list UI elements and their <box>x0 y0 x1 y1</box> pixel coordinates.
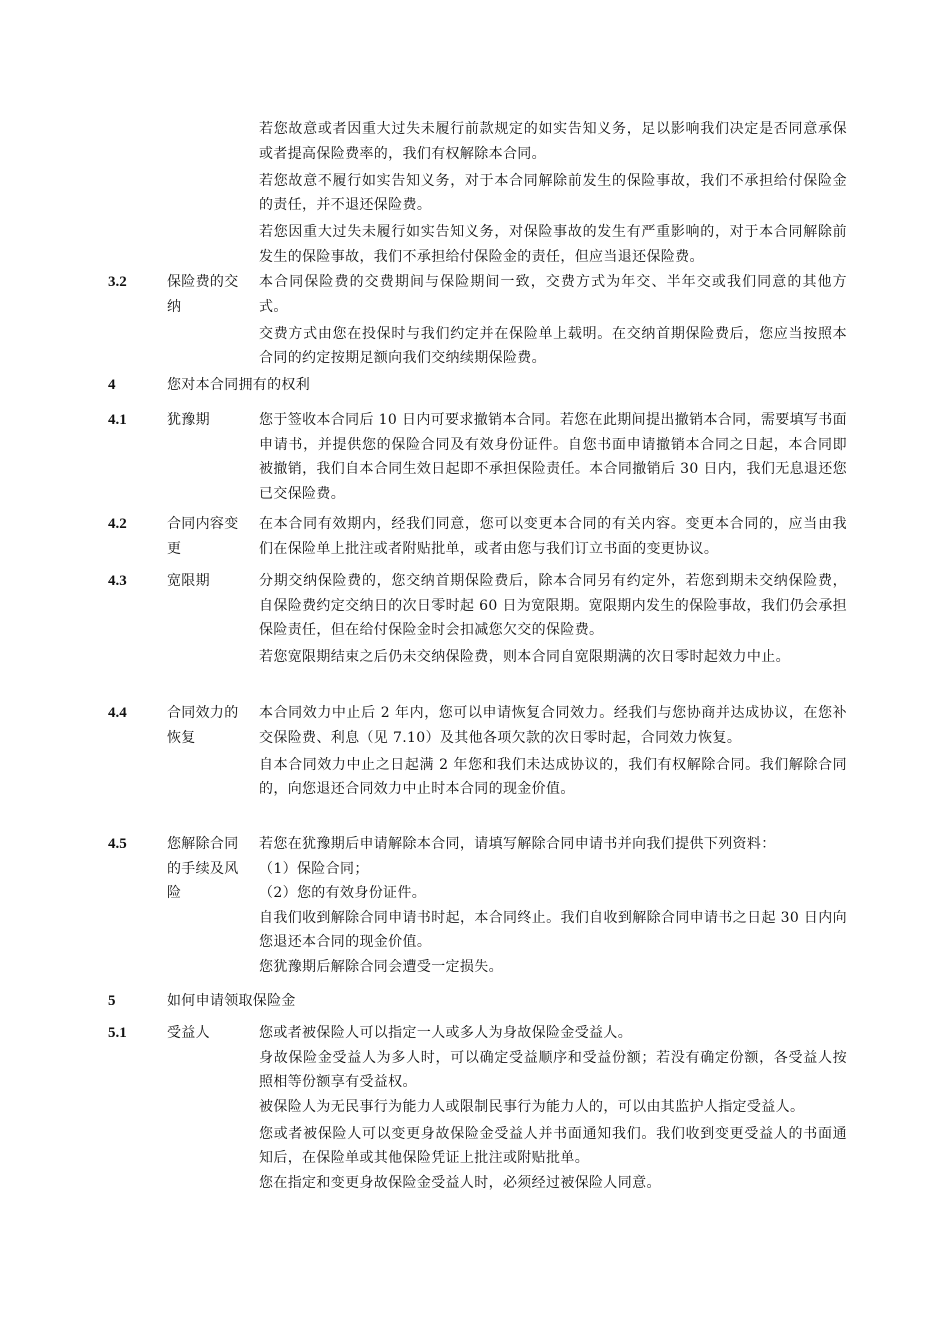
clause-title: 保险费的交纳 <box>167 274 239 315</box>
clause-paragraph: 若您故意不履行如实告知义务，对于本合同解除前发生的保险事故，我们不承担给付保险金的责任，并不退还保险费。 <box>259 172 847 213</box>
clause-number: 4.1 <box>108 412 127 428</box>
clause-title: 宽限期 <box>167 573 210 589</box>
clause-body <box>259 408 847 506</box>
section-number: 5 <box>108 993 116 1009</box>
clause-paragraph: 若您宽限期结束之后仍未交纳保险费，则本合同自宽限期满的次日零时起效力中止。 <box>259 649 790 665</box>
section-title: 您对本合同拥有的权利 <box>167 377 310 393</box>
section-title: 如何申请领取保险金 <box>167 993 296 1009</box>
clause-number: 4.2 <box>108 516 127 532</box>
clause-paragraph: 您犹豫期后解除合同会遭受一定损失。 <box>259 958 503 975</box>
section-number: 4 <box>108 377 116 393</box>
clause-paragraph: 本合同保险费的交费期间与保险期间一致，交费方式为年交、半年交或我们同意的其他方式。 <box>259 274 847 315</box>
clause-number: 3.2 <box>108 274 127 290</box>
clause-body <box>259 270 847 371</box>
clause-paragraph: 本合同效力中止后 2 年内，您可以申请恢复合同效力。经我们与您协商并达成协议，在您补交保险费、利息（见 7.10）及其他各项欠款的次日零时起，合同效力恢复。 <box>259 705 847 746</box>
clause-body <box>259 117 847 269</box>
clause-paragraph: 被保险人为无民事行为能力人或限制民事行为能力人的，可以由其监护人指定受益人。 <box>259 1098 805 1115</box>
clause-paragraph: 若您在犹豫期后申请解除本合同，请填写解除合同申请书并向我们提供下列资料： <box>259 836 776 852</box>
clause-paragraph: 若您因重大过失未履行如实告知义务，对保险事故的发生有严重影响的，对于本合同解除前发生的保险事故，我们不承担给付保险金的责任，但应当退还保险费。 <box>259 224 847 265</box>
clause-body <box>259 569 847 670</box>
clause-body <box>259 701 847 802</box>
clause-number: 4.3 <box>108 573 127 589</box>
clause-title: 合同效力的恢复 <box>167 705 239 746</box>
clause-body <box>259 512 847 561</box>
clause-paragraph: 在本合同有效期内，经我们同意，您可以变更本合同的有关内容。变更本合同的，应当由我们在保险单上批注或者附贴批单，或者由您与我们订立书面的变更协议。 <box>259 516 847 557</box>
clause-body <box>259 1021 847 1195</box>
clause-paragraph: 身故保险金受益人为多人时，可以确定受益顺序和受益份额；若没有确定份额，各受益人按照相等份额享有受益权。 <box>259 1049 847 1090</box>
clause-paragraph: 若您故意或者因重大过失未履行前款规定的如实告知义务，足以影响我们决定是否同意承保或者提高保险费率的，我们有权解除本合同。 <box>259 121 847 162</box>
clause-paragraph: 自我们收到解除合同申请书时起，本合同终止。我们自收到解除合同申请书之日起 30 日内向您退还本合同的现金价值。 <box>259 909 847 950</box>
clause-title: 您解除合同的手续及风险 <box>167 836 239 901</box>
clause-number: 4.4 <box>108 705 127 721</box>
clause-title: 犹豫期 <box>167 412 210 428</box>
clause-list-item: （1）保险合同； <box>259 860 369 877</box>
clause-paragraph: 您或者被保险人可以变更身故保险金受益人并书面通知我们。我们收到变更受益人的书面通知后，在保险单或其他保险凭证上批注或附贴批单。 <box>259 1125 847 1166</box>
clause-paragraph: 交费方式由您在投保时与我们约定并在保险单上载明。在交纳首期保险费后，您应当按照本合同的约定按期足额向我们交纳续期保险费。 <box>259 325 847 366</box>
clause-title: 合同内容变更 <box>167 516 239 557</box>
clause-paragraph: 自本合同效力中止之日起满 2 年您和我们未达成协议的，我们有权解除合同。我们解除合同的，向您退还合同效力中止时本合同的现金价值。 <box>259 756 847 797</box>
clause-paragraph: 您或者被保险人可以指定一人或多人为身故保险金受益人。 <box>259 1025 633 1041</box>
clause-number: 5.1 <box>108 1025 127 1041</box>
clause-body <box>259 832 847 979</box>
clause-paragraph: 您在指定和变更身故保险金受益人时，必须经过被保险人同意。 <box>259 1174 661 1191</box>
clause-paragraph: 分期交纳保险费的，您交纳首期保险费后，除本合同另有约定外，若您到期未交纳保险费，自保险费约定交纳日的次日零时起 60 日为宽限期。宽限期内发生的保险事故，我们仍会承担保险责任，但在给付保险金时会扣减您欠交的保险费。 <box>259 573 847 638</box>
clause-paragraph: 您于签收本合同后 10 日内可要求撤销本合同。若您在此期间提出撤销本合同，需要填写书面申请书，并提供您的保险合同及有效身份证件。自您书面申请撤销本合同之日起，本合同即被撤销，我们自本合同生效日起即不承担保险责任。本合同撤销后 30 日内，我们无息退还您已交保险费。 <box>259 412 847 502</box>
clause-title: 受益人 <box>167 1025 210 1041</box>
clause-number: 4.5 <box>108 836 127 852</box>
clause-list-item: （2）您的有效身份证件。 <box>259 885 427 901</box>
